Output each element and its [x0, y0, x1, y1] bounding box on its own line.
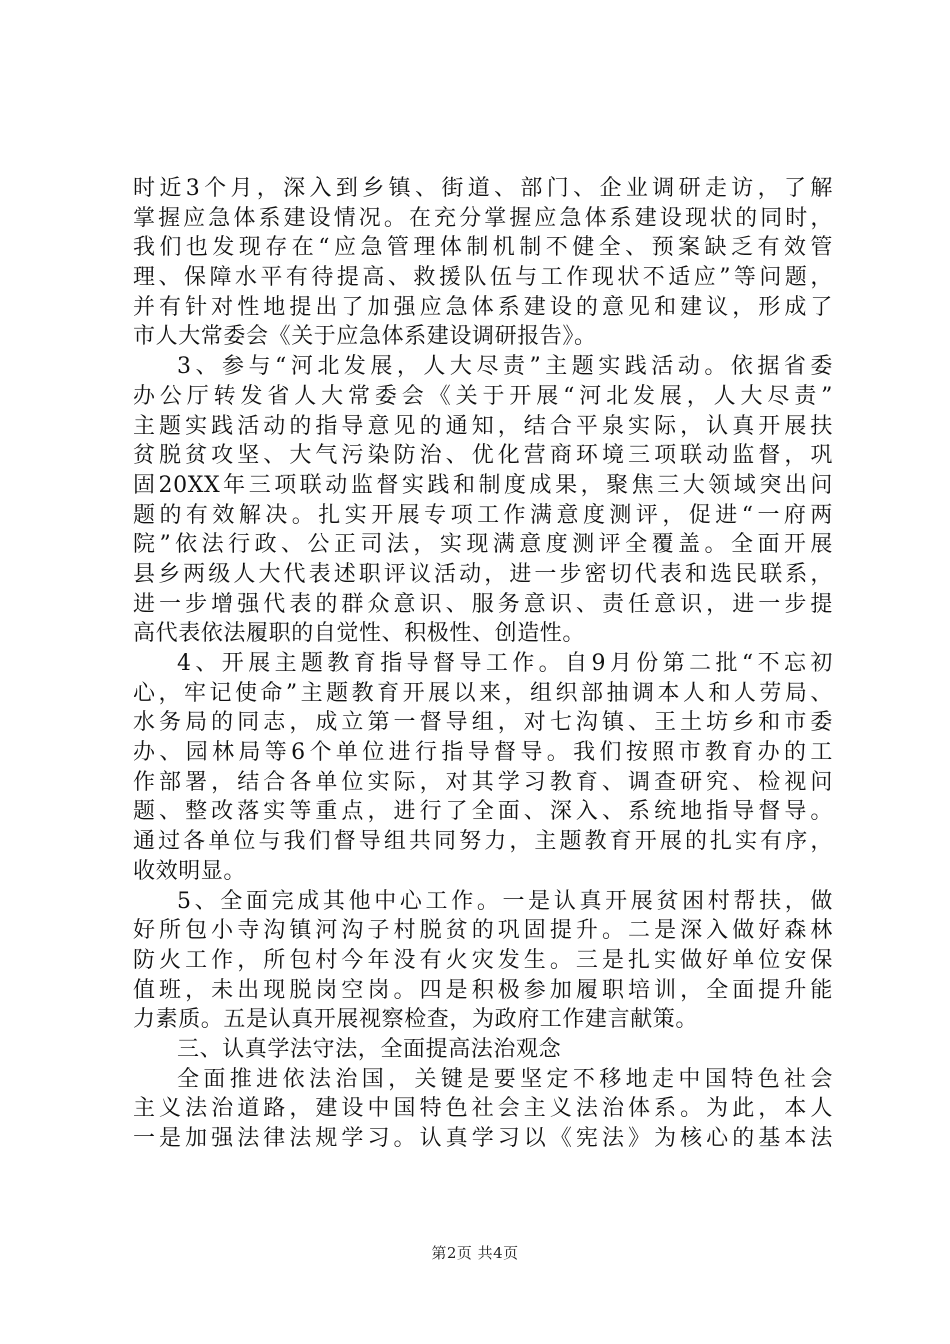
text-line: 水务局的同志，成立第一督导组，对七沟镇、王土坊乡和市委 [133, 710, 833, 736]
text-line: 3、参与“河北发展，人大尽责”主题实践活动。依据省委 [177, 354, 833, 380]
text-line: 主题实践活动的指导意见的通知，结合平泉实际，认真开展扶 [133, 413, 833, 439]
text-line: 掌握应急体系建设情况。在充分掌握应急体系建设现状的同时， [133, 205, 833, 231]
document-body [133, 174, 833, 1154]
text-line: 高代表依法履职的自觉性、积极性、创造性。 [133, 621, 586, 647]
text-line: 市人大常委会《关于应急体系建设调研报告》。 [133, 324, 597, 350]
text-line: 值班，未出现脱岗空岗。四是积极参加履职培训，全面提升能 [133, 977, 833, 1003]
text-line: 力素质。五是认真开展视察检查，为政府工作建言献策。 [133, 1007, 699, 1033]
text-line: 作部署，结合各单位实际，对其学习教育、调查研究、检视问 [133, 769, 833, 795]
text-line: 通过各单位与我们督导组共同努力，主题教育开展的扎实有序， [133, 829, 833, 855]
text-line: 收效明显。 [133, 858, 247, 884]
text-line: 心，牢记使命”主题教育开展以来，组织部抽调本人和人劳局、 [133, 680, 833, 706]
text-line: 并有针对性地提出了加强应急体系建设的意见和建议，形成了 [133, 294, 833, 320]
text-line: 防火工作，所包村今年没有火灾发生。三是扎实做好单位安保 [133, 947, 833, 973]
text-line: 5、全面完成其他中心工作。一是认真开展贫困村帮扶，做 [177, 888, 833, 914]
text-line: 固20XX年三项联动监督实践和制度成果，聚焦三大领域突出问 [133, 472, 833, 498]
text-line: 一是加强法律法规学习。认真学习以《宪法》为核心的基本法 [133, 1126, 833, 1151]
text-line: 题的有效解决。扎实开展专项工作满意度测评，促进“一府两 [133, 502, 833, 528]
text-line: 4、开展主题教育指导督导工作。自9月份第二批“不忘初 [177, 651, 833, 676]
text-line: 好所包小寺沟镇河沟子村脱贫的巩固提升。二是深入做好森林 [133, 918, 833, 944]
text-line: 办公厅转发省人大常委会《关于开展“河北发展，人大尽责” [133, 383, 833, 409]
text-line: 我们也发现存在“应急管理体制机制不健全、预案缺乏有效管 [133, 235, 833, 261]
text-line: 办、园林局等6个单位进行指导督导。我们按照市教育办的工 [133, 740, 833, 766]
text-line: 贫脱贫攻坚、大气污染防治、优化营商环境三项联动监督，巩 [133, 443, 833, 469]
text-line: 时近3个月，深入到乡镇、街道、部门、企业调研走访，了解 [133, 176, 833, 201]
text-line: 全面推进依法治国，关键是要坚定不移地走中国特色社会 [177, 1066, 833, 1092]
text-line: 进一步增强代表的群众意识、服务意识、责任意识，进一步提 [133, 591, 833, 617]
text-line: 三、认真学法守法，全面提高法治观念 [177, 1036, 562, 1062]
page-footer: 第2页 共4页 [431, 1244, 519, 1262]
text-line: 理、保障水平有待提高、救援队伍与工作现状不适应”等问题， [133, 265, 833, 291]
text-line: 院”依法行政、公正司法，实现满意度测评全覆盖。全面开展 [133, 532, 833, 558]
text-line: 主义法治道路，建设中国特色社会主义法治体系。为此，本人 [133, 1096, 833, 1122]
text-line: 县乡两级人大代表述职评议活动，进一步密切代表和选民联系， [133, 561, 833, 587]
text-line: 题、整改落实等重点，进行了全面、深入、系统地指导督导。 [133, 799, 833, 825]
